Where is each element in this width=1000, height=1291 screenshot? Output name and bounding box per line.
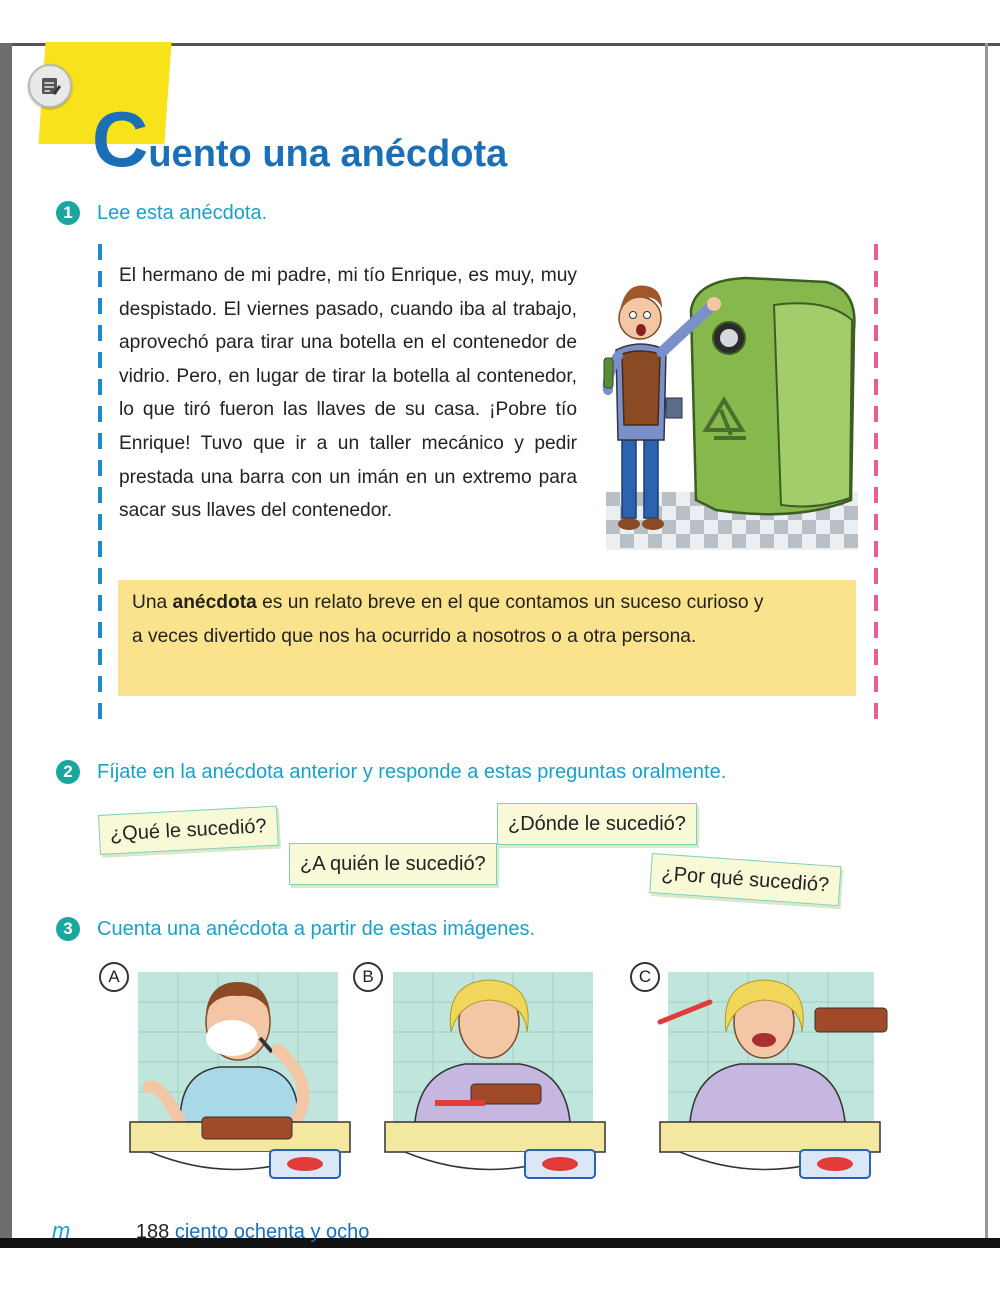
page-footer	[52, 1218, 369, 1244]
question-card-what: ¿Qué le sucedió?	[98, 806, 279, 855]
page-right-border	[985, 43, 988, 1243]
panel-b-woman-toothpaste-illustration	[375, 972, 607, 1184]
panel-a-man-shaving-illustration	[120, 972, 352, 1184]
glass-container	[691, 278, 854, 514]
edit-button[interactable]	[28, 64, 72, 108]
section-1-instruction: Lee esta anécdota.	[97, 202, 268, 224]
title-initial: C	[92, 95, 149, 183]
definition-text	[132, 586, 772, 653]
definition-term: anécdota	[172, 592, 257, 613]
uncle-recycling-illustration	[596, 260, 858, 552]
section-2-instruction: Fíjate en la anécdota anterior y responde a estas preguntas oralmente.	[97, 761, 727, 783]
footer-logo: m	[52, 1218, 71, 1243]
notepad-icon	[30, 66, 70, 106]
definition-part: Una	[132, 592, 173, 613]
page-left-border	[0, 43, 12, 1243]
page-title	[92, 95, 508, 183]
section-2-number: 2	[56, 760, 80, 784]
page-number: 188	[135, 1221, 170, 1243]
panel-c-woman-surprised-illustration	[650, 972, 890, 1184]
section-3-number: 3	[56, 917, 80, 941]
definition-part: es un relato breve en el que contamos un suceso curioso y a veces divertido que nos ha ocurrido a nosotros o a otra persona.	[132, 592, 764, 647]
section-3-instruction: Cuenta una anécdota a partir de estas imágenes.	[97, 918, 536, 940]
question-card-who: ¿A quién le sucedió?	[289, 843, 497, 885]
panel-label-a: A	[99, 962, 129, 992]
title-text: uento una anécdota	[148, 133, 508, 175]
page-number-words: ciento ochenta y ocho	[174, 1221, 370, 1243]
question-card-why: ¿Por qué sucedió?	[649, 853, 841, 906]
section-1-number: 1	[56, 201, 80, 225]
question-card-where: ¿Dónde le sucedió?	[497, 803, 697, 845]
anecdote-text: El hermano de mi padre, mi tío Enrique, es muy, muy despistado. El viernes pasado, cuando iba al trabajo, aprovechó para tirar una botella en el contenedor de vidrio. Pero, en lugar de tirar la botella al contenedor, lo que tiró fueron las llaves de su casa. ¡Pobre tío Enrique! Tuvo que ir a un taller mecánico y pedir prestada una barra con un imán en un extremo para sacar sus llaves del contenedor.	[119, 265, 577, 522]
panel-label-b: B	[353, 962, 383, 992]
panel-label-c: C	[630, 962, 660, 992]
